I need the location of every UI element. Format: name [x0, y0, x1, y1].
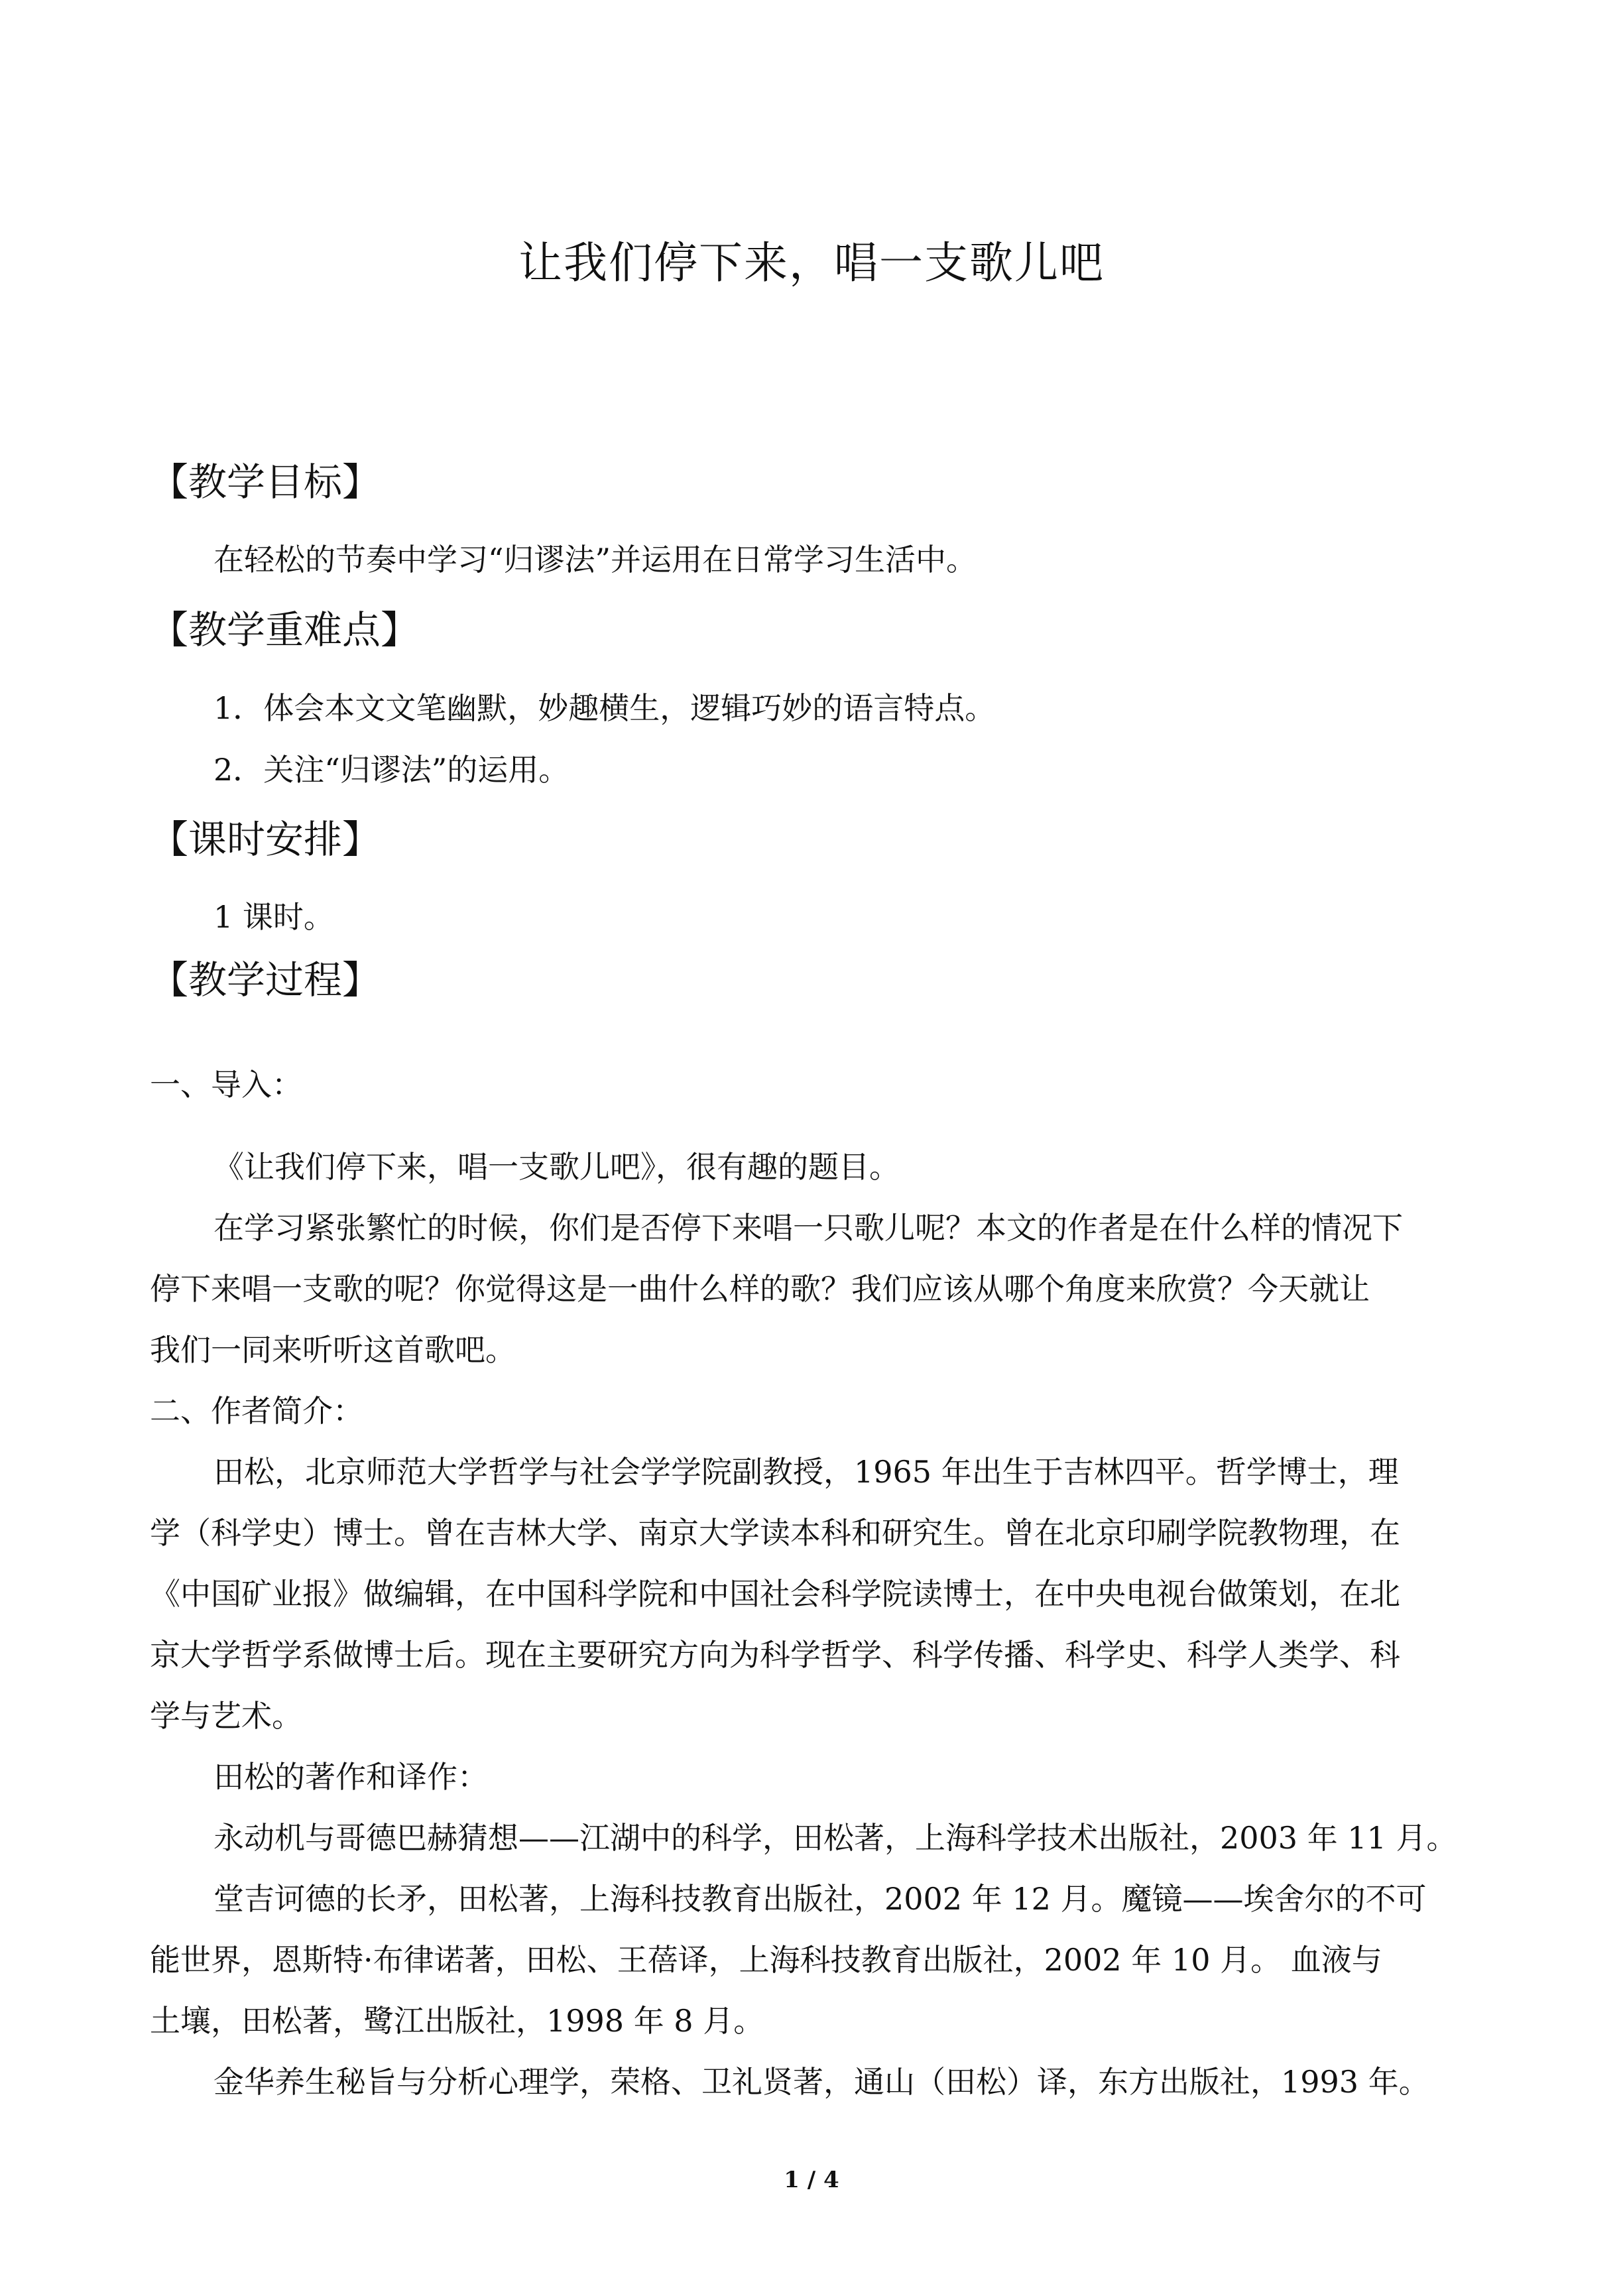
- bio-line-1: 田松，北京师范大学哲学与社会学学院副教授，1965 年出生于吉林四平。哲学博士，理: [213, 1454, 1399, 1490]
- intro-paragraph-2-line-3: 我们一同来听听这首歌吧。: [150, 1332, 516, 1368]
- bio-line-3: 《中国矿业报》做编辑，在中国科学院和中国社会科学院读博士，在中央电视台做策划，在北: [150, 1576, 1400, 1612]
- work-2-line-3: 土壤，田松著，鹭江出版社，1998 年 8 月。: [150, 2003, 764, 2039]
- work-1: 永动机与哥德巴赫猜想——江湖中的科学，田松著，上海科学技术出版社，2003 年 11 月。: [213, 1820, 1457, 1856]
- bio-line-5: 学与艺术。: [150, 1698, 302, 1734]
- work-2-line-2: 能世界，恩斯特·布律诺著，田松、王蓓译，上海科技教育出版社，2002 年 10 月。 血液与: [150, 1942, 1382, 1978]
- key-point-2: 2．关注“归谬法”的运用。: [213, 752, 570, 788]
- objectives-text: 在轻松的节奏中学习“归谬法”并运用在日常学习生活中。: [213, 542, 977, 577]
- works-heading: 田松的著作和译作：: [213, 1759, 488, 1795]
- bio-line-4: 京大学哲学系做博士后。现在主要研究方向为科学哲学、科学传播、科学史、科学人类学、科: [150, 1637, 1400, 1673]
- work-2-line-1: 堂吉诃德的长矛，田松著，上海科技教育出版社，2002 年 12 月。魔镜——埃舍尔的不可: [213, 1881, 1427, 1917]
- bio-line-2: 学（科学史）博士。曾在吉林大学、南京大学读本科和研究生。曾在北京印刷学院教物理，在: [150, 1515, 1400, 1551]
- section-intro-heading: 一、导入：: [150, 1067, 302, 1103]
- work-3: 金华养生秘旨与分析心理学，荣格、卫礼贤著，通山（田松）译，东方出版社，1993 年。: [213, 2064, 1429, 2100]
- intro-paragraph-1: 《让我们停下来，唱一支歌儿吧》，很有趣的题目。: [213, 1149, 900, 1185]
- page-number: 1 / 4: [784, 2167, 839, 2193]
- intro-paragraph-2-line-1: 在学习紧张繁忙的时候，你们是否停下来唱一只歌儿呢？本文的作者是在什么样的情况下: [213, 1210, 1403, 1246]
- section-author-heading: 二、作者简介：: [150, 1393, 363, 1429]
- heading-key-points: 【教学重难点】: [150, 607, 420, 652]
- key-point-1: 1．体会本文文笔幽默，妙趣横生，逻辑巧妙的语言特点。: [213, 690, 996, 726]
- intro-paragraph-2-line-2: 停下来唱一支歌的呢？你觉得这是一曲什么样的歌？我们应该从哪个角度来欣赏？今天就让: [150, 1271, 1370, 1307]
- heading-process: 【教学过程】: [150, 957, 381, 1002]
- heading-objectives: 【教学目标】: [150, 459, 381, 505]
- heading-schedule: 【课时安排】: [150, 817, 381, 862]
- document-title: 让我们停下来，唱一支歌儿吧: [518, 237, 1105, 288]
- schedule-text: 1 课时。: [213, 899, 334, 935]
